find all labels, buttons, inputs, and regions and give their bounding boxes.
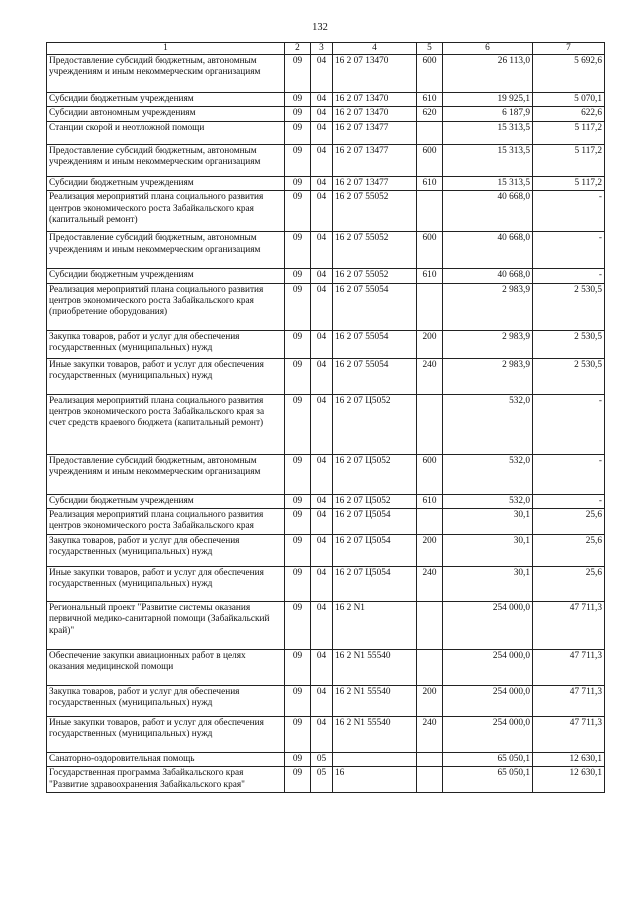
amount-plan: 15 313,5 [443, 144, 533, 176]
section-code: 09 [285, 191, 311, 232]
amount-executed: 5 692,6 [533, 55, 605, 93]
amount-plan: 40 668,0 [443, 269, 533, 283]
amount-plan: 254 000,0 [443, 716, 533, 752]
section-code: 09 [285, 330, 311, 358]
amount-plan: 30,1 [443, 509, 533, 535]
section-code: 09 [285, 685, 311, 716]
section-code: 09 [285, 454, 311, 494]
table-row [47, 685, 605, 716]
target-article-code: 16 2 07 55052 [333, 232, 417, 269]
target-article-code: 16 2 07 Ц5052 [333, 394, 417, 454]
table-row [47, 767, 605, 793]
row-name: Иные закупки товаров, работ и услуг для обеспечения государственных (муниципальных) нужд [47, 716, 285, 752]
subsection-code: 04 [311, 685, 333, 716]
target-article-code: 16 2 07 Ц5054 [333, 509, 417, 535]
budget-table [46, 42, 605, 793]
table-row [47, 534, 605, 566]
row-name: Реализация мероприятий плана социального развития центров экономического роста Забайкальского края за счет средств краевого бюджета (капитальный ремонт) [47, 394, 285, 454]
section-code: 09 [285, 752, 311, 766]
amount-executed: 47 711,3 [533, 649, 605, 685]
expense-type-code: 240 [417, 566, 443, 601]
subsection-code: 04 [311, 283, 333, 330]
target-article-code: 16 2 07 13477 [333, 176, 417, 190]
target-article-code: 16 2 N1 [333, 601, 417, 649]
expense-type-code: 200 [417, 685, 443, 716]
amount-executed: 5 117,2 [533, 176, 605, 190]
expense-type-code [417, 191, 443, 232]
column-header: 1 [47, 43, 285, 55]
table-row [47, 716, 605, 752]
amount-plan: 2 983,9 [443, 283, 533, 330]
target-article-code: 16 2 07 Ц5052 [333, 494, 417, 508]
target-article-code: 16 2 N1 55540 [333, 716, 417, 752]
amount-executed: 12 630,1 [533, 752, 605, 766]
column-header: 2 [285, 43, 311, 55]
row-name: Реализация мероприятий плана социального развития центров экономического роста Забайкальского края (капитальный ремонт) [47, 191, 285, 232]
table-row [47, 601, 605, 649]
row-name: Субсидии автономным учреждениям [47, 107, 285, 121]
amount-executed: - [533, 232, 605, 269]
amount-executed: - [533, 494, 605, 508]
subsection-code: 04 [311, 601, 333, 649]
expense-type-code: 620 [417, 107, 443, 121]
table-row [47, 509, 605, 535]
section-code: 09 [285, 566, 311, 601]
table-row [47, 454, 605, 494]
target-article-code: 16 [333, 767, 417, 793]
row-name: Субсидии бюджетным учреждениям [47, 176, 285, 190]
row-name: Предоставление субсидий бюджетным, автономным учреждениям и иным некоммерческим организациям [47, 454, 285, 494]
expense-type-code: 610 [417, 93, 443, 107]
row-name: Реализация мероприятий плана социального развития центров экономического роста Забайкальского края (приобретение оборудования) [47, 283, 285, 330]
subsection-code: 05 [311, 767, 333, 793]
target-article-code: 16 2 07 13477 [333, 121, 417, 144]
column-header: 4 [333, 43, 417, 55]
subsection-code: 04 [311, 394, 333, 454]
section-code: 09 [285, 55, 311, 93]
amount-executed: 5 117,2 [533, 121, 605, 144]
expense-type-code [417, 601, 443, 649]
expense-type-code [417, 283, 443, 330]
row-name: Иные закупки товаров, работ и услуг для обеспечения государственных (муниципальных) нужд [47, 358, 285, 394]
subsection-code: 04 [311, 454, 333, 494]
table-row [47, 191, 605, 232]
section-code: 09 [285, 232, 311, 269]
amount-plan: 254 000,0 [443, 685, 533, 716]
amount-executed: 622,6 [533, 107, 605, 121]
expense-type-code: 600 [417, 232, 443, 269]
subsection-code: 05 [311, 752, 333, 766]
amount-plan: 15 313,5 [443, 176, 533, 190]
table-row [47, 55, 605, 93]
section-code: 09 [285, 716, 311, 752]
section-code: 09 [285, 107, 311, 121]
table-row [47, 566, 605, 601]
subsection-code: 04 [311, 494, 333, 508]
section-code: 09 [285, 358, 311, 394]
amount-executed: - [533, 269, 605, 283]
expense-type-code: 610 [417, 494, 443, 508]
target-article-code: 16 2 07 55054 [333, 330, 417, 358]
row-name: Субсидии бюджетным учреждениям [47, 93, 285, 107]
expense-type-code: 610 [417, 176, 443, 190]
section-code: 09 [285, 494, 311, 508]
amount-executed: 47 711,3 [533, 716, 605, 752]
table-row [47, 283, 605, 330]
expense-type-code [417, 394, 443, 454]
subsection-code: 04 [311, 566, 333, 601]
amount-executed: - [533, 454, 605, 494]
subsection-code: 04 [311, 55, 333, 93]
section-code: 09 [285, 649, 311, 685]
table-row [47, 121, 605, 144]
subsection-code: 04 [311, 191, 333, 232]
amount-executed: 5 070,1 [533, 93, 605, 107]
section-code: 09 [285, 601, 311, 649]
expense-type-code: 240 [417, 358, 443, 394]
table-row [47, 232, 605, 269]
row-name: Станции скорой и неотложной помощи [47, 121, 285, 144]
target-article-code: 16 2 07 55054 [333, 358, 417, 394]
row-name: Субсидии бюджетным учреждениям [47, 494, 285, 508]
amount-plan: 40 668,0 [443, 191, 533, 232]
subsection-code: 04 [311, 716, 333, 752]
table-row [47, 330, 605, 358]
section-code: 09 [285, 269, 311, 283]
row-name: Предоставление субсидий бюджетным, автономным учреждениям и иным некоммерческим организациям [47, 55, 285, 93]
row-name: Субсидии бюджетным учреждениям [47, 269, 285, 283]
amount-plan: 2 983,9 [443, 358, 533, 394]
row-name: Региональный проект "Развитие системы оказания первичной медико-санитарной помощи (Забайкальский край)" [47, 601, 285, 649]
target-article-code: 16 2 07 Ц5054 [333, 566, 417, 601]
row-name: Предоставление субсидий бюджетным, автономным учреждениям и иным некоммерческим организациям [47, 144, 285, 176]
table-row [47, 93, 605, 107]
section-code: 09 [285, 534, 311, 566]
subsection-code: 04 [311, 649, 333, 685]
section-code: 09 [285, 283, 311, 330]
expense-type-code [417, 767, 443, 793]
column-header: 5 [417, 43, 443, 55]
row-name: Закупка товаров, работ и услуг для обеспечения государственных (муниципальных) нужд [47, 330, 285, 358]
section-code: 09 [285, 144, 311, 176]
expense-type-code: 200 [417, 534, 443, 566]
target-article-code: 16 2 07 55052 [333, 191, 417, 232]
table-row [47, 269, 605, 283]
row-name: Закупка товаров, работ и услуг для обеспечения государственных (муниципальных) нужд [47, 685, 285, 716]
expense-type-code [417, 752, 443, 766]
subsection-code: 04 [311, 93, 333, 107]
table-row [47, 752, 605, 766]
table-body [47, 55, 605, 793]
amount-plan: 532,0 [443, 494, 533, 508]
table-row [47, 176, 605, 190]
expense-type-code: 600 [417, 55, 443, 93]
expense-type-code: 600 [417, 454, 443, 494]
amount-executed: 25,6 [533, 534, 605, 566]
amount-plan: 65 050,1 [443, 752, 533, 766]
target-article-code: 16 2 N1 55540 [333, 685, 417, 716]
target-article-code: 16 2 N1 55540 [333, 649, 417, 685]
target-article-code [333, 752, 417, 766]
header-row [47, 43, 605, 55]
column-header: 3 [311, 43, 333, 55]
section-code: 09 [285, 176, 311, 190]
amount-executed: - [533, 191, 605, 232]
section-code: 09 [285, 509, 311, 535]
subsection-code: 04 [311, 534, 333, 566]
subsection-code: 04 [311, 509, 333, 535]
target-article-code: 16 2 07 55052 [333, 269, 417, 283]
subsection-code: 04 [311, 358, 333, 394]
table-row [47, 144, 605, 176]
amount-plan: 15 313,5 [443, 121, 533, 144]
row-name: Обеспечение закупки авиационных работ в целях оказания медицинской помощи [47, 649, 285, 685]
expense-type-code: 600 [417, 144, 443, 176]
amount-plan: 40 668,0 [443, 232, 533, 269]
amount-executed: 47 711,3 [533, 601, 605, 649]
row-name: Иные закупки товаров, работ и услуг для обеспечения государственных (муниципальных) нужд [47, 566, 285, 601]
row-name: Закупка товаров, работ и услуг для обеспечения государственных (муниципальных) нужд [47, 534, 285, 566]
target-article-code: 16 2 07 13470 [333, 55, 417, 93]
target-article-code: 16 2 07 55054 [333, 283, 417, 330]
expense-type-code [417, 649, 443, 685]
expense-type-code: 200 [417, 330, 443, 358]
amount-plan: 532,0 [443, 394, 533, 454]
target-article-code: 16 2 07 13470 [333, 107, 417, 121]
expense-type-code [417, 121, 443, 144]
amount-executed: 2 530,5 [533, 358, 605, 394]
section-code: 09 [285, 767, 311, 793]
table-row [47, 107, 605, 121]
amount-plan: 26 113,0 [443, 55, 533, 93]
table-row [47, 358, 605, 394]
amount-plan: 30,1 [443, 534, 533, 566]
amount-plan: 2 983,9 [443, 330, 533, 358]
table-row [47, 394, 605, 454]
amount-plan: 30,1 [443, 566, 533, 601]
amount-plan: 19 925,1 [443, 93, 533, 107]
column-header: 7 [533, 43, 605, 55]
section-code: 09 [285, 93, 311, 107]
target-article-code: 16 2 07 Ц5052 [333, 454, 417, 494]
table-row [47, 649, 605, 685]
subsection-code: 04 [311, 269, 333, 283]
row-name: Предоставление субсидий бюджетным, автономным учреждениям и иным некоммерческим организациям [47, 232, 285, 269]
expense-type-code [417, 509, 443, 535]
expense-type-code: 240 [417, 716, 443, 752]
amount-executed: 2 530,5 [533, 283, 605, 330]
subsection-code: 04 [311, 144, 333, 176]
amount-executed: 47 711,3 [533, 685, 605, 716]
row-name: Реализация мероприятий плана социального развития центров экономического роста Забайкальского края [47, 509, 285, 535]
page-number: 132 [312, 22, 328, 33]
column-header: 6 [443, 43, 533, 55]
amount-executed: 25,6 [533, 509, 605, 535]
amount-executed: 2 530,5 [533, 330, 605, 358]
target-article-code: 16 2 07 Ц5054 [333, 534, 417, 566]
table-row [47, 494, 605, 508]
amount-executed: 25,6 [533, 566, 605, 601]
subsection-code: 04 [311, 121, 333, 144]
section-code: 09 [285, 394, 311, 454]
amount-plan: 532,0 [443, 454, 533, 494]
subsection-code: 04 [311, 330, 333, 358]
row-name: Государственная программа Забайкальского края "Развитие здравоохранения Забайкальского края" [47, 767, 285, 793]
target-article-code: 16 2 07 13477 [333, 144, 417, 176]
amount-plan: 254 000,0 [443, 601, 533, 649]
target-article-code: 16 2 07 13470 [333, 93, 417, 107]
amount-plan: 65 050,1 [443, 767, 533, 793]
subsection-code: 04 [311, 232, 333, 269]
section-code: 09 [285, 121, 311, 144]
amount-executed: 5 117,2 [533, 144, 605, 176]
amount-executed: 12 630,1 [533, 767, 605, 793]
amount-executed: - [533, 394, 605, 454]
amount-plan: 254 000,0 [443, 649, 533, 685]
expense-type-code: 610 [417, 269, 443, 283]
row-name: Санаторно-оздоровительная помощь [47, 752, 285, 766]
subsection-code: 04 [311, 107, 333, 121]
subsection-code: 04 [311, 176, 333, 190]
amount-plan: 6 187,9 [443, 107, 533, 121]
